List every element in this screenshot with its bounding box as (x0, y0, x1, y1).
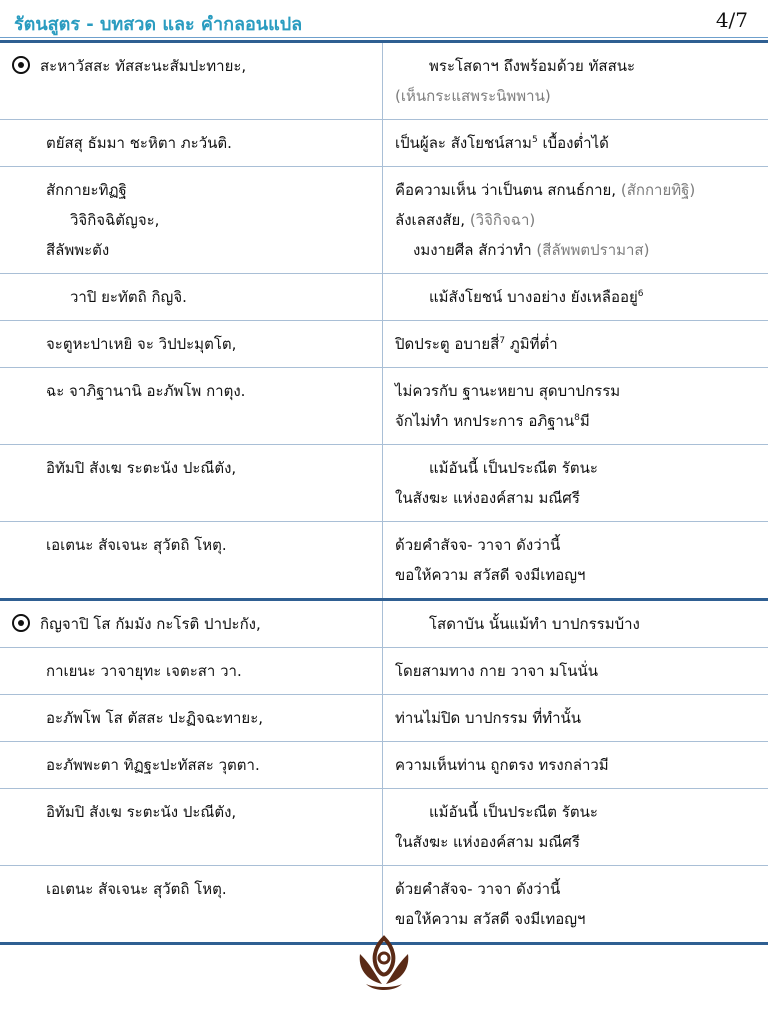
footnote-ref: 7 (499, 336, 506, 346)
footnote-ref: 6 (637, 289, 644, 299)
thai-note: (เห็นกระแสพระนิพพาน) (395, 87, 551, 105)
thai-cell (383, 866, 768, 944)
header-divider (0, 37, 768, 38)
thai-line: พระโสดาฯ ถึงพร้อมด้วย ทัสสนะ (429, 57, 636, 75)
verse-row (0, 42, 768, 120)
thai-cell (383, 522, 768, 600)
pali-cell (0, 321, 383, 368)
pali-line: อิทัมปิ สังเฆ ระตะนัง ปะณีตัง, (46, 459, 237, 477)
document-title: รัตนสูตร - บทสวด และ คำกลอนแปล (14, 14, 303, 35)
pali-line: เอเตนะ สัจเจนะ สุวัตถิ โหตุ. (46, 536, 227, 554)
pali-cell (0, 695, 383, 742)
verse-row (0, 522, 768, 600)
pali-cell (0, 368, 383, 445)
pali-cell (0, 445, 383, 522)
thai-note: (วิจิกิจฉา) (469, 211, 536, 229)
thai-line: ไม่ควรกับ ฐานะหยาบ สุดบาปกรรม (395, 382, 621, 400)
verse-row (0, 167, 768, 274)
pali-cell (0, 42, 383, 120)
thai-line (395, 134, 609, 152)
thai-line: ในสังฆะ แห่งองค์สาม มณีศรี (395, 833, 580, 851)
thai-cell (383, 600, 768, 648)
pali-cell (0, 742, 383, 789)
thai-cell (383, 648, 768, 695)
verse-row (0, 368, 768, 445)
thai-line: ความเห็นท่าน ถูกตรง ทรงกล่าวมี (395, 756, 609, 774)
pali-line: ตยัสสุ ธัมมา ชะหิตา ภะวันติ. (46, 134, 232, 152)
circled-dot-icon (12, 56, 30, 74)
pali-line: วาปิ ยะทัตถิ กิญจิ. (70, 288, 187, 306)
thai-cell (383, 274, 768, 321)
thai-text: เป็นผู้ละ สังโยชน์สาม (395, 134, 532, 152)
pali-line: อะภัพพะตา ทิฏฐะปะทัสสะ วุตตา. (46, 756, 260, 774)
thai-line (395, 181, 695, 199)
thai-line: ท่านไม่ปิด บาปกรรม ที่ทำนั้น (395, 709, 582, 727)
pali-line: จะตูหะปาเหยิ จะ วิปปะมุตโต, (46, 335, 237, 353)
verse-row (0, 445, 768, 522)
pali-cell (0, 522, 383, 600)
thai-cell (383, 789, 768, 866)
pali-line: กาเยนะ วาจายุทะ เจตะสา วา. (46, 662, 242, 680)
thai-text: จักไม่ทำ หกประการ อภิฐาน (395, 412, 575, 430)
pali-cell (0, 167, 383, 274)
pali-line: เอเตนะ สัจเจนะ สุวัตถิ โหตุ. (46, 880, 227, 898)
pali-cell (0, 600, 383, 648)
thai-cell (383, 321, 768, 368)
thai-line (395, 412, 590, 430)
thai-text: แม้สังโยชน์ บางอย่าง ยังเหลืออยู่ (429, 288, 638, 306)
pali-cell (0, 648, 383, 695)
thai-line (395, 282, 644, 312)
thai-text: ปิดประตู อบายสี่ (395, 335, 500, 353)
thai-line: แม้อันนี้ เป็นประณีต รัตนะ (429, 803, 598, 821)
thai-line: โดยสามทาง กาย วาจา มโนนั่น (395, 662, 599, 680)
thai-cell (383, 445, 768, 522)
thai-cell (383, 368, 768, 445)
pali-line: สักกายะทิฏฐิ (46, 181, 127, 199)
footnote-ref: 8 (574, 413, 580, 423)
thai-line: ด้วยคำสัจจ- วาจา ดังว่านี้ (395, 536, 561, 554)
thai-line: ขอให้ความ สวัสดี จงมีเทอญฯ (395, 910, 586, 928)
pali-line: สีลัพพะตัง (46, 241, 110, 259)
thai-cell (383, 695, 768, 742)
pali-line: วิจิกิจฉิตัญจะ, (70, 211, 160, 229)
thai-line: แม้อันนี้ เป็นประณีต รัตนะ (429, 459, 598, 477)
circled-dot-icon (12, 614, 30, 632)
thai-cell (383, 120, 768, 167)
verse-row (0, 120, 768, 167)
verse-table (0, 40, 768, 945)
thai-note: (สักกายทิฐิ) (620, 181, 696, 199)
thai-line: ขอให้ความ สวัสดี จงมีเทอญฯ (395, 566, 586, 584)
pali-cell (0, 120, 383, 167)
thai-line (395, 211, 535, 229)
thai-line (395, 335, 558, 353)
thai-note: (สีลัพพตปรามาส) (536, 241, 650, 259)
pali-line: อะภัพโพ โส ตัสสะ ปะฏิจฉะทายะ, (46, 709, 264, 727)
thai-line: ด้วยคำสัจจ- วาจา ดังว่านี้ (395, 880, 561, 898)
verse-row (0, 789, 768, 866)
thai-text: คือความเห็น ว่าเป็นตน สกนธ์กาย, (395, 181, 617, 199)
pali-line: กิญจาปิ โส กัมมัง กะโรติ ปาปะกัง, (40, 615, 261, 633)
pali-cell (0, 866, 383, 944)
thai-cell (383, 742, 768, 789)
lotus-logo (352, 934, 416, 994)
pali-cell (0, 274, 383, 321)
verse-row (0, 742, 768, 789)
verse-row (0, 866, 768, 944)
lotus-icon (352, 934, 416, 994)
verse-row (0, 274, 768, 321)
verse-row (0, 648, 768, 695)
thai-text: เบื้องต่ำได้ (537, 134, 609, 152)
verse-row (0, 321, 768, 368)
footnote-ref: 5 (531, 135, 538, 145)
thai-cell (383, 42, 768, 120)
pali-cell (0, 789, 383, 866)
thai-line: โสดาบัน นั้นแม้ทำ บาปกรรมบ้าง (429, 615, 640, 633)
pali-line: ฉะ จาภิฐานานิ อะภัพโพ กาตุง. (46, 382, 246, 400)
thai-text: ภูมิที่ต่ำ (505, 335, 558, 353)
pali-line: สะหาวัสสะ ทัสสะนะสัมปะทายะ, (40, 57, 247, 75)
thai-line: ในสังฆะ แห่งองค์สาม มณีศรี (395, 489, 580, 507)
thai-text: มี (579, 412, 590, 430)
page-number: 4/7 (715, 8, 748, 32)
pali-line: อิทัมปิ สังเฆ ระตะนัง ปะณีตัง, (46, 803, 237, 821)
thai-text: งมงายศีล สักว่าทำ (413, 241, 532, 259)
thai-text: ลังเลสงสัย, (395, 211, 466, 229)
verse-row (0, 695, 768, 742)
thai-line (395, 235, 649, 265)
thai-cell (383, 167, 768, 274)
page-header (0, 0, 768, 40)
verse-row (0, 600, 768, 648)
